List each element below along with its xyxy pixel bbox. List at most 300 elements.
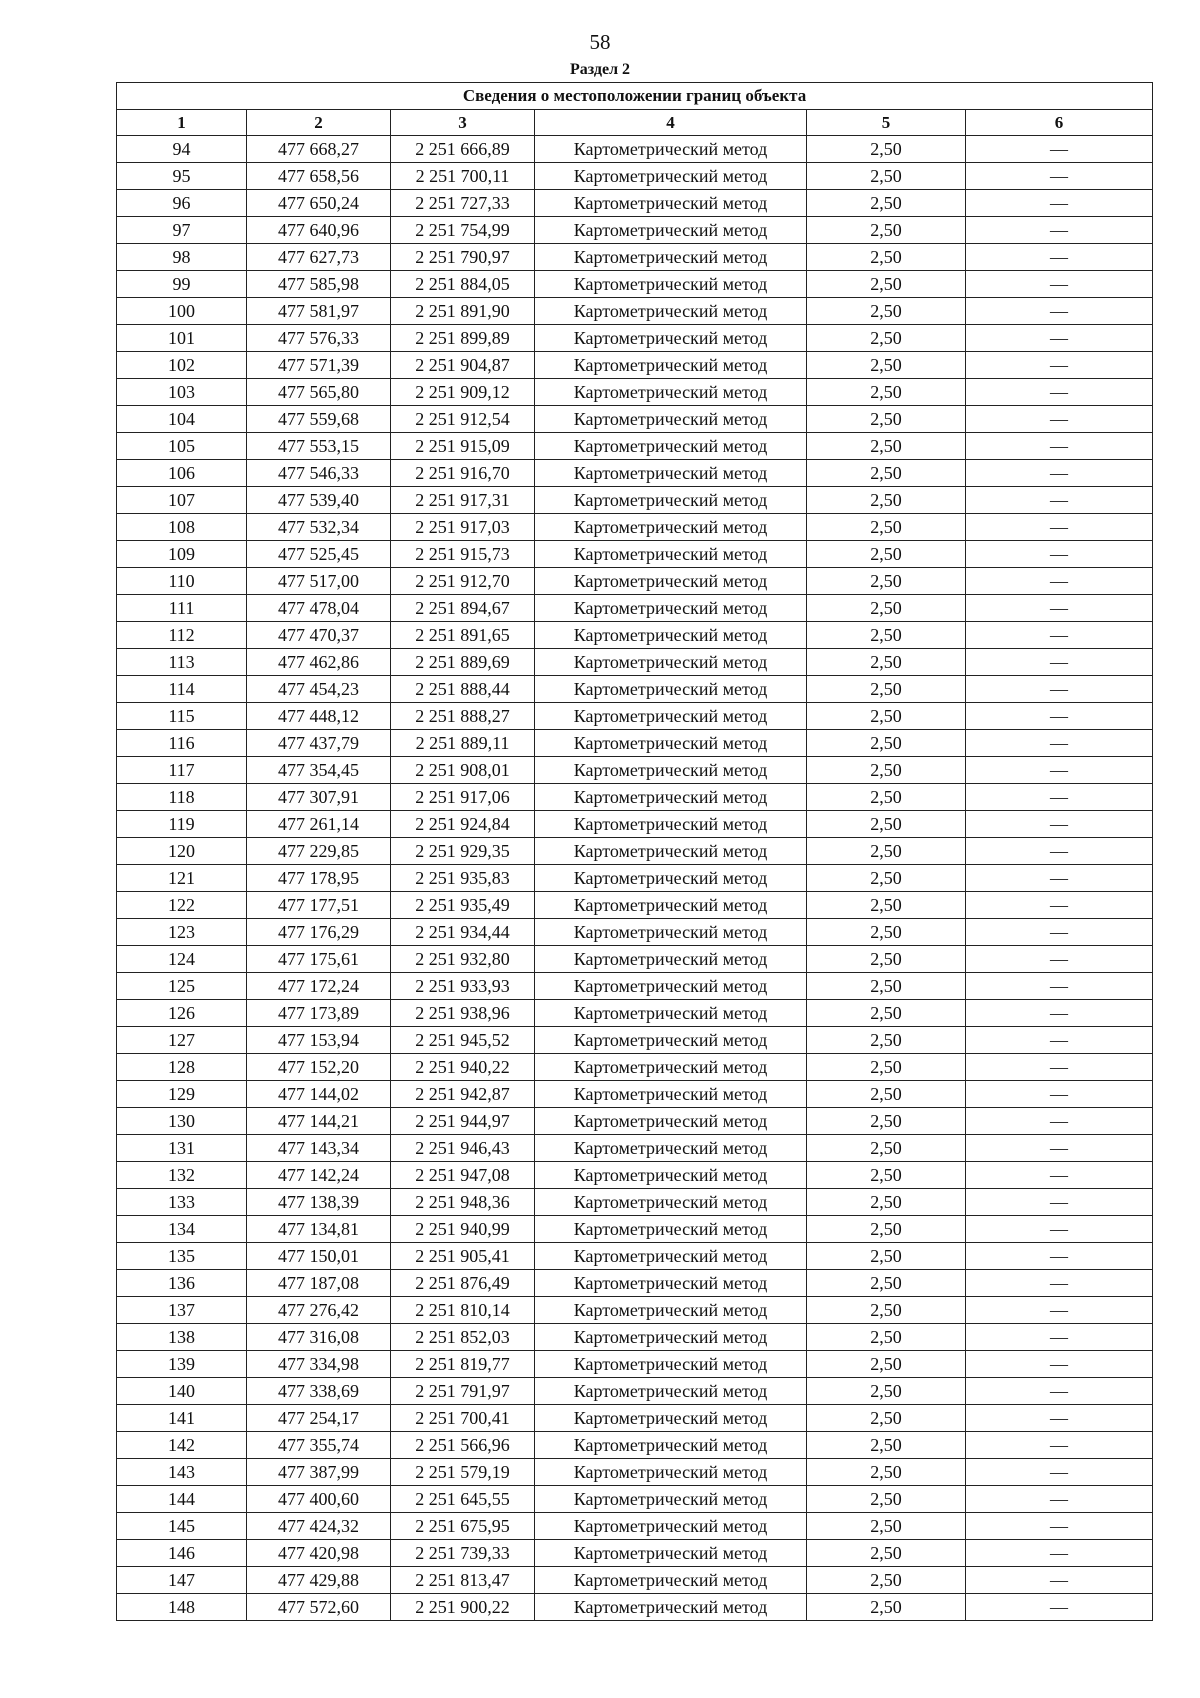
method-cell: Картометрический метод <box>535 1540 807 1567</box>
y-coordinate-cell: 2 251 876,49 <box>391 1270 535 1297</box>
table-row <box>117 1054 1153 1081</box>
method-cell: Картометрический метод <box>535 865 807 892</box>
y-coordinate-cell: 2 251 900,22 <box>391 1594 535 1621</box>
point-number-cell: 115 <box>117 703 247 730</box>
accuracy-cell: 2,50 <box>807 433 966 460</box>
x-coordinate-cell: 477 532,34 <box>247 514 391 541</box>
table-row <box>117 1405 1153 1432</box>
x-coordinate-cell: 477 338,69 <box>247 1378 391 1405</box>
method-cell: Картометрический метод <box>535 811 807 838</box>
method-cell: Картометрический метод <box>535 298 807 325</box>
point-number-cell: 141 <box>117 1405 247 1432</box>
x-coordinate-cell: 477 138,39 <box>247 1189 391 1216</box>
description-cell: — <box>966 1459 1153 1486</box>
y-coordinate-cell: 2 251 917,03 <box>391 514 535 541</box>
point-number-cell: 136 <box>117 1270 247 1297</box>
table-row <box>117 1108 1153 1135</box>
method-cell: Картометрический метод <box>535 1000 807 1027</box>
description-cell: — <box>966 946 1153 973</box>
description-cell: — <box>966 1270 1153 1297</box>
accuracy-cell: 2,50 <box>807 676 966 703</box>
description-cell: — <box>966 487 1153 514</box>
accuracy-cell: 2,50 <box>807 163 966 190</box>
table-row <box>117 1594 1153 1621</box>
description-cell: — <box>966 649 1153 676</box>
x-coordinate-cell: 477 539,40 <box>247 487 391 514</box>
method-cell: Картометрический метод <box>535 1243 807 1270</box>
section-title: Раздел 2 <box>569 61 631 78</box>
table-row <box>117 703 1153 730</box>
y-coordinate-cell: 2 251 754,99 <box>391 217 535 244</box>
description-cell: — <box>966 595 1153 622</box>
method-cell: Картометрический метод <box>535 163 807 190</box>
description-cell: — <box>966 1108 1153 1135</box>
method-cell: Картометрический метод <box>535 784 807 811</box>
accuracy-cell: 2,50 <box>807 1135 966 1162</box>
point-number-cell: 108 <box>117 514 247 541</box>
x-coordinate-cell: 477 559,68 <box>247 406 391 433</box>
method-cell: Картометрический метод <box>535 919 807 946</box>
y-coordinate-cell: 2 251 933,93 <box>391 973 535 1000</box>
method-cell: Картометрический метод <box>535 352 807 379</box>
table-row <box>117 1135 1153 1162</box>
table-row <box>117 136 1153 163</box>
table-row <box>117 676 1153 703</box>
column-header: 4 <box>535 110 807 136</box>
x-coordinate-cell: 477 142,24 <box>247 1162 391 1189</box>
table-row <box>117 568 1153 595</box>
y-coordinate-cell: 2 251 819,77 <box>391 1351 535 1378</box>
y-coordinate-cell: 2 251 884,05 <box>391 271 535 298</box>
y-coordinate-cell: 2 251 929,35 <box>391 838 535 865</box>
column-header: 6 <box>966 110 1153 136</box>
accuracy-cell: 2,50 <box>807 190 966 217</box>
accuracy-cell: 2,50 <box>807 487 966 514</box>
table-row <box>117 838 1153 865</box>
method-cell: Картометрический метод <box>535 1054 807 1081</box>
description-cell: — <box>966 433 1153 460</box>
accuracy-cell: 2,50 <box>807 1567 966 1594</box>
point-number-cell: 128 <box>117 1054 247 1081</box>
description-cell: — <box>966 1405 1153 1432</box>
table-row <box>117 271 1153 298</box>
description-cell: — <box>966 271 1153 298</box>
method-cell: Картометрический метод <box>535 730 807 757</box>
table-row <box>117 1432 1153 1459</box>
y-coordinate-cell: 2 251 915,73 <box>391 541 535 568</box>
y-coordinate-cell: 2 251 915,09 <box>391 433 535 460</box>
y-coordinate-cell: 2 251 935,49 <box>391 892 535 919</box>
table-row <box>117 433 1153 460</box>
accuracy-cell: 2,50 <box>807 649 966 676</box>
method-cell: Картометрический метод <box>535 1567 807 1594</box>
method-cell: Картометрический метод <box>535 1108 807 1135</box>
accuracy-cell: 2,50 <box>807 1081 966 1108</box>
method-cell: Картометрический метод <box>535 973 807 1000</box>
point-number-cell: 148 <box>117 1594 247 1621</box>
method-cell: Картометрический метод <box>535 325 807 352</box>
table-row <box>117 514 1153 541</box>
accuracy-cell: 2,50 <box>807 757 966 784</box>
method-cell: Картометрический метод <box>535 676 807 703</box>
method-cell: Картометрический метод <box>535 1135 807 1162</box>
description-cell: — <box>966 1486 1153 1513</box>
y-coordinate-cell: 2 251 912,54 <box>391 406 535 433</box>
y-coordinate-cell: 2 251 891,65 <box>391 622 535 649</box>
description-cell: — <box>966 325 1153 352</box>
description-cell: — <box>966 136 1153 163</box>
x-coordinate-cell: 477 650,24 <box>247 190 391 217</box>
description-cell: — <box>966 163 1153 190</box>
x-coordinate-cell: 477 448,12 <box>247 703 391 730</box>
table-row <box>117 163 1153 190</box>
description-cell: — <box>966 1297 1153 1324</box>
y-coordinate-cell: 2 251 675,95 <box>391 1513 535 1540</box>
accuracy-cell: 2,50 <box>807 892 966 919</box>
method-cell: Картометрический метод <box>535 1351 807 1378</box>
method-cell: Картометрический метод <box>535 514 807 541</box>
description-cell: — <box>966 514 1153 541</box>
x-coordinate-cell: 477 172,24 <box>247 973 391 1000</box>
method-cell: Картометрический метод <box>535 1081 807 1108</box>
method-cell: Картометрический метод <box>535 487 807 514</box>
table-row <box>117 460 1153 487</box>
accuracy-cell: 2,50 <box>807 1297 966 1324</box>
x-coordinate-cell: 477 276,42 <box>247 1297 391 1324</box>
table-row <box>117 1486 1153 1513</box>
point-number-cell: 114 <box>117 676 247 703</box>
table-row <box>117 946 1153 973</box>
method-cell: Картометрический метод <box>535 1594 807 1621</box>
description-cell: — <box>966 784 1153 811</box>
method-cell: Картометрический метод <box>535 892 807 919</box>
point-number-cell: 116 <box>117 730 247 757</box>
x-coordinate-cell: 477 437,79 <box>247 730 391 757</box>
table-row <box>117 1567 1153 1594</box>
method-cell: Картометрический метод <box>535 595 807 622</box>
accuracy-cell: 2,50 <box>807 919 966 946</box>
description-cell: — <box>966 217 1153 244</box>
accuracy-cell: 2,50 <box>807 730 966 757</box>
accuracy-cell: 2,50 <box>807 1486 966 1513</box>
point-number-cell: 137 <box>117 1297 247 1324</box>
table-row <box>117 1459 1153 1486</box>
x-coordinate-cell: 477 640,96 <box>247 217 391 244</box>
column-header: 3 <box>391 110 535 136</box>
description-cell: — <box>966 919 1153 946</box>
x-coordinate-cell: 477 565,80 <box>247 379 391 406</box>
table-row <box>117 1027 1153 1054</box>
y-coordinate-cell: 2 251 700,11 <box>391 163 535 190</box>
accuracy-cell: 2,50 <box>807 1513 966 1540</box>
x-coordinate-cell: 477 424,32 <box>247 1513 391 1540</box>
x-coordinate-cell: 477 572,60 <box>247 1594 391 1621</box>
y-coordinate-cell: 2 251 579,19 <box>391 1459 535 1486</box>
point-number-cell: 144 <box>117 1486 247 1513</box>
table-body <box>117 136 1153 1621</box>
point-number-cell: 131 <box>117 1135 247 1162</box>
description-cell: — <box>966 352 1153 379</box>
point-number-cell: 126 <box>117 1000 247 1027</box>
accuracy-cell: 2,50 <box>807 865 966 892</box>
column-header: 5 <box>807 110 966 136</box>
accuracy-cell: 2,50 <box>807 1189 966 1216</box>
y-coordinate-cell: 2 251 945,52 <box>391 1027 535 1054</box>
table-header-row <box>117 110 1153 136</box>
table-row <box>117 1513 1153 1540</box>
point-number-cell: 99 <box>117 271 247 298</box>
point-number-cell: 110 <box>117 568 247 595</box>
point-number-cell: 135 <box>117 1243 247 1270</box>
accuracy-cell: 2,50 <box>807 1459 966 1486</box>
accuracy-cell: 2,50 <box>807 1054 966 1081</box>
x-coordinate-cell: 477 307,91 <box>247 784 391 811</box>
x-coordinate-cell: 477 387,99 <box>247 1459 391 1486</box>
point-number-cell: 98 <box>117 244 247 271</box>
y-coordinate-cell: 2 251 946,43 <box>391 1135 535 1162</box>
point-number-cell: 97 <box>117 217 247 244</box>
table-row <box>117 1189 1153 1216</box>
description-cell: — <box>966 757 1153 784</box>
y-coordinate-cell: 2 251 727,33 <box>391 190 535 217</box>
point-number-cell: 121 <box>117 865 247 892</box>
description-cell: — <box>966 1162 1153 1189</box>
accuracy-cell: 2,50 <box>807 703 966 730</box>
x-coordinate-cell: 477 254,17 <box>247 1405 391 1432</box>
accuracy-cell: 2,50 <box>807 460 966 487</box>
y-coordinate-cell: 2 251 791,97 <box>391 1378 535 1405</box>
y-coordinate-cell: 2 251 916,70 <box>391 460 535 487</box>
table-row <box>117 541 1153 568</box>
method-cell: Картометрический метод <box>535 1216 807 1243</box>
y-coordinate-cell: 2 251 909,12 <box>391 379 535 406</box>
table-row <box>117 1216 1153 1243</box>
y-coordinate-cell: 2 251 940,22 <box>391 1054 535 1081</box>
x-coordinate-cell: 477 229,85 <box>247 838 391 865</box>
accuracy-cell: 2,50 <box>807 244 966 271</box>
x-coordinate-cell: 477 334,98 <box>247 1351 391 1378</box>
accuracy-cell: 2,50 <box>807 1162 966 1189</box>
point-number-cell: 143 <box>117 1459 247 1486</box>
x-coordinate-cell: 477 153,94 <box>247 1027 391 1054</box>
table-row <box>117 811 1153 838</box>
column-header: 2 <box>247 110 391 136</box>
table-row <box>117 919 1153 946</box>
accuracy-cell: 2,50 <box>807 946 966 973</box>
table-row <box>117 757 1153 784</box>
y-coordinate-cell: 2 251 889,11 <box>391 730 535 757</box>
accuracy-cell: 2,50 <box>807 379 966 406</box>
table-row <box>117 784 1153 811</box>
method-cell: Картометрический метод <box>535 244 807 271</box>
description-cell: — <box>966 541 1153 568</box>
description-cell: — <box>966 1378 1153 1405</box>
description-cell: — <box>966 1054 1153 1081</box>
point-number-cell: 94 <box>117 136 247 163</box>
method-cell: Картометрический метод <box>535 568 807 595</box>
table-row <box>117 217 1153 244</box>
method-cell: Картометрический метод <box>535 1459 807 1486</box>
point-number-cell: 145 <box>117 1513 247 1540</box>
method-cell: Картометрический метод <box>535 946 807 973</box>
point-number-cell: 130 <box>117 1108 247 1135</box>
method-cell: Картометрический метод <box>535 757 807 784</box>
method-cell: Картометрический метод <box>535 1162 807 1189</box>
table-row <box>117 379 1153 406</box>
description-cell: — <box>966 379 1153 406</box>
accuracy-cell: 2,50 <box>807 1027 966 1054</box>
point-number-cell: 96 <box>117 190 247 217</box>
accuracy-cell: 2,50 <box>807 1378 966 1405</box>
table-caption: Сведения о местоположении границ объекта <box>117 83 1153 110</box>
accuracy-cell: 2,50 <box>807 298 966 325</box>
table-row <box>117 298 1153 325</box>
x-coordinate-cell: 477 581,97 <box>247 298 391 325</box>
point-number-cell: 106 <box>117 460 247 487</box>
y-coordinate-cell: 2 251 942,87 <box>391 1081 535 1108</box>
method-cell: Картометрический метод <box>535 1432 807 1459</box>
point-number-cell: 104 <box>117 406 247 433</box>
accuracy-cell: 2,50 <box>807 568 966 595</box>
y-coordinate-cell: 2 251 566,96 <box>391 1432 535 1459</box>
description-cell: — <box>966 298 1153 325</box>
description-cell: — <box>966 1324 1153 1351</box>
x-coordinate-cell: 477 144,02 <box>247 1081 391 1108</box>
y-coordinate-cell: 2 251 932,80 <box>391 946 535 973</box>
y-coordinate-cell: 2 251 908,01 <box>391 757 535 784</box>
point-number-cell: 113 <box>117 649 247 676</box>
x-coordinate-cell: 477 668,27 <box>247 136 391 163</box>
y-coordinate-cell: 2 251 852,03 <box>391 1324 535 1351</box>
table-row <box>117 1378 1153 1405</box>
y-coordinate-cell: 2 251 934,44 <box>391 919 535 946</box>
method-cell: Картометрический метод <box>535 649 807 676</box>
method-cell: Картометрический метод <box>535 541 807 568</box>
x-coordinate-cell: 477 175,61 <box>247 946 391 973</box>
method-cell: Картометрический метод <box>535 622 807 649</box>
point-number-cell: 100 <box>117 298 247 325</box>
accuracy-cell: 2,50 <box>807 973 966 1000</box>
method-cell: Картометрический метод <box>535 1297 807 1324</box>
table-row <box>117 1081 1153 1108</box>
accuracy-cell: 2,50 <box>807 784 966 811</box>
description-cell: — <box>966 1567 1153 1594</box>
accuracy-cell: 2,50 <box>807 1243 966 1270</box>
x-coordinate-cell: 477 478,04 <box>247 595 391 622</box>
method-cell: Картометрический метод <box>535 1270 807 1297</box>
point-number-cell: 118 <box>117 784 247 811</box>
description-cell: — <box>966 460 1153 487</box>
y-coordinate-cell: 2 251 905,41 <box>391 1243 535 1270</box>
y-coordinate-cell: 2 251 790,97 <box>391 244 535 271</box>
y-coordinate-cell: 2 251 917,31 <box>391 487 535 514</box>
y-coordinate-cell: 2 251 666,89 <box>391 136 535 163</box>
x-coordinate-cell: 477 178,95 <box>247 865 391 892</box>
table-row <box>117 595 1153 622</box>
table-row <box>117 1297 1153 1324</box>
point-number-cell: 107 <box>117 487 247 514</box>
description-cell: — <box>966 730 1153 757</box>
x-coordinate-cell: 477 143,34 <box>247 1135 391 1162</box>
point-number-cell: 132 <box>117 1162 247 1189</box>
point-number-cell: 119 <box>117 811 247 838</box>
method-cell: Картометрический метод <box>535 1189 807 1216</box>
y-coordinate-cell: 2 251 944,97 <box>391 1108 535 1135</box>
method-cell: Картометрический метод <box>535 703 807 730</box>
method-cell: Картометрический метод <box>535 1324 807 1351</box>
table-row <box>117 1351 1153 1378</box>
y-coordinate-cell: 2 251 813,47 <box>391 1567 535 1594</box>
description-cell: — <box>966 1243 1153 1270</box>
accuracy-cell: 2,50 <box>807 1108 966 1135</box>
description-cell: — <box>966 676 1153 703</box>
description-cell: — <box>966 190 1153 217</box>
x-coordinate-cell: 477 546,33 <box>247 460 391 487</box>
y-coordinate-cell: 2 251 904,87 <box>391 352 535 379</box>
accuracy-cell: 2,50 <box>807 1540 966 1567</box>
x-coordinate-cell: 477 177,51 <box>247 892 391 919</box>
point-number-cell: 102 <box>117 352 247 379</box>
y-coordinate-cell: 2 251 899,89 <box>391 325 535 352</box>
point-number-cell: 95 <box>117 163 247 190</box>
accuracy-cell: 2,50 <box>807 1324 966 1351</box>
description-cell: — <box>966 703 1153 730</box>
table-row <box>117 406 1153 433</box>
x-coordinate-cell: 477 462,86 <box>247 649 391 676</box>
accuracy-cell: 2,50 <box>807 217 966 244</box>
table-row <box>117 487 1153 514</box>
table-row <box>117 352 1153 379</box>
x-coordinate-cell: 477 400,60 <box>247 1486 391 1513</box>
accuracy-cell: 2,50 <box>807 271 966 298</box>
accuracy-cell: 2,50 <box>807 1594 966 1621</box>
accuracy-cell: 2,50 <box>807 1270 966 1297</box>
description-cell: — <box>966 1594 1153 1621</box>
description-cell: — <box>966 568 1153 595</box>
x-coordinate-cell: 477 261,14 <box>247 811 391 838</box>
y-coordinate-cell: 2 251 912,70 <box>391 568 535 595</box>
table-row <box>117 973 1153 1000</box>
description-cell: — <box>966 1432 1153 1459</box>
page-number: 58 <box>589 30 611 54</box>
method-cell: Картометрический метод <box>535 1405 807 1432</box>
accuracy-cell: 2,50 <box>807 514 966 541</box>
table-caption-row <box>117 83 1153 110</box>
x-coordinate-cell: 477 173,89 <box>247 1000 391 1027</box>
table-row <box>117 622 1153 649</box>
accuracy-cell: 2,50 <box>807 1351 966 1378</box>
x-coordinate-cell: 477 470,37 <box>247 622 391 649</box>
table-row <box>117 1162 1153 1189</box>
table-row <box>117 1270 1153 1297</box>
y-coordinate-cell: 2 251 645,55 <box>391 1486 535 1513</box>
method-cell: Картометрический метод <box>535 1378 807 1405</box>
point-number-cell: 101 <box>117 325 247 352</box>
point-number-cell: 111 <box>117 595 247 622</box>
method-cell: Картометрический метод <box>535 271 807 298</box>
x-coordinate-cell: 477 355,74 <box>247 1432 391 1459</box>
table-row <box>117 649 1153 676</box>
accuracy-cell: 2,50 <box>807 838 966 865</box>
point-number-cell: 127 <box>117 1027 247 1054</box>
x-coordinate-cell: 477 152,20 <box>247 1054 391 1081</box>
point-number-cell: 146 <box>117 1540 247 1567</box>
description-cell: — <box>966 1081 1153 1108</box>
point-number-cell: 120 <box>117 838 247 865</box>
accuracy-cell: 2,50 <box>807 541 966 568</box>
description-cell: — <box>966 622 1153 649</box>
table-row <box>117 1000 1153 1027</box>
